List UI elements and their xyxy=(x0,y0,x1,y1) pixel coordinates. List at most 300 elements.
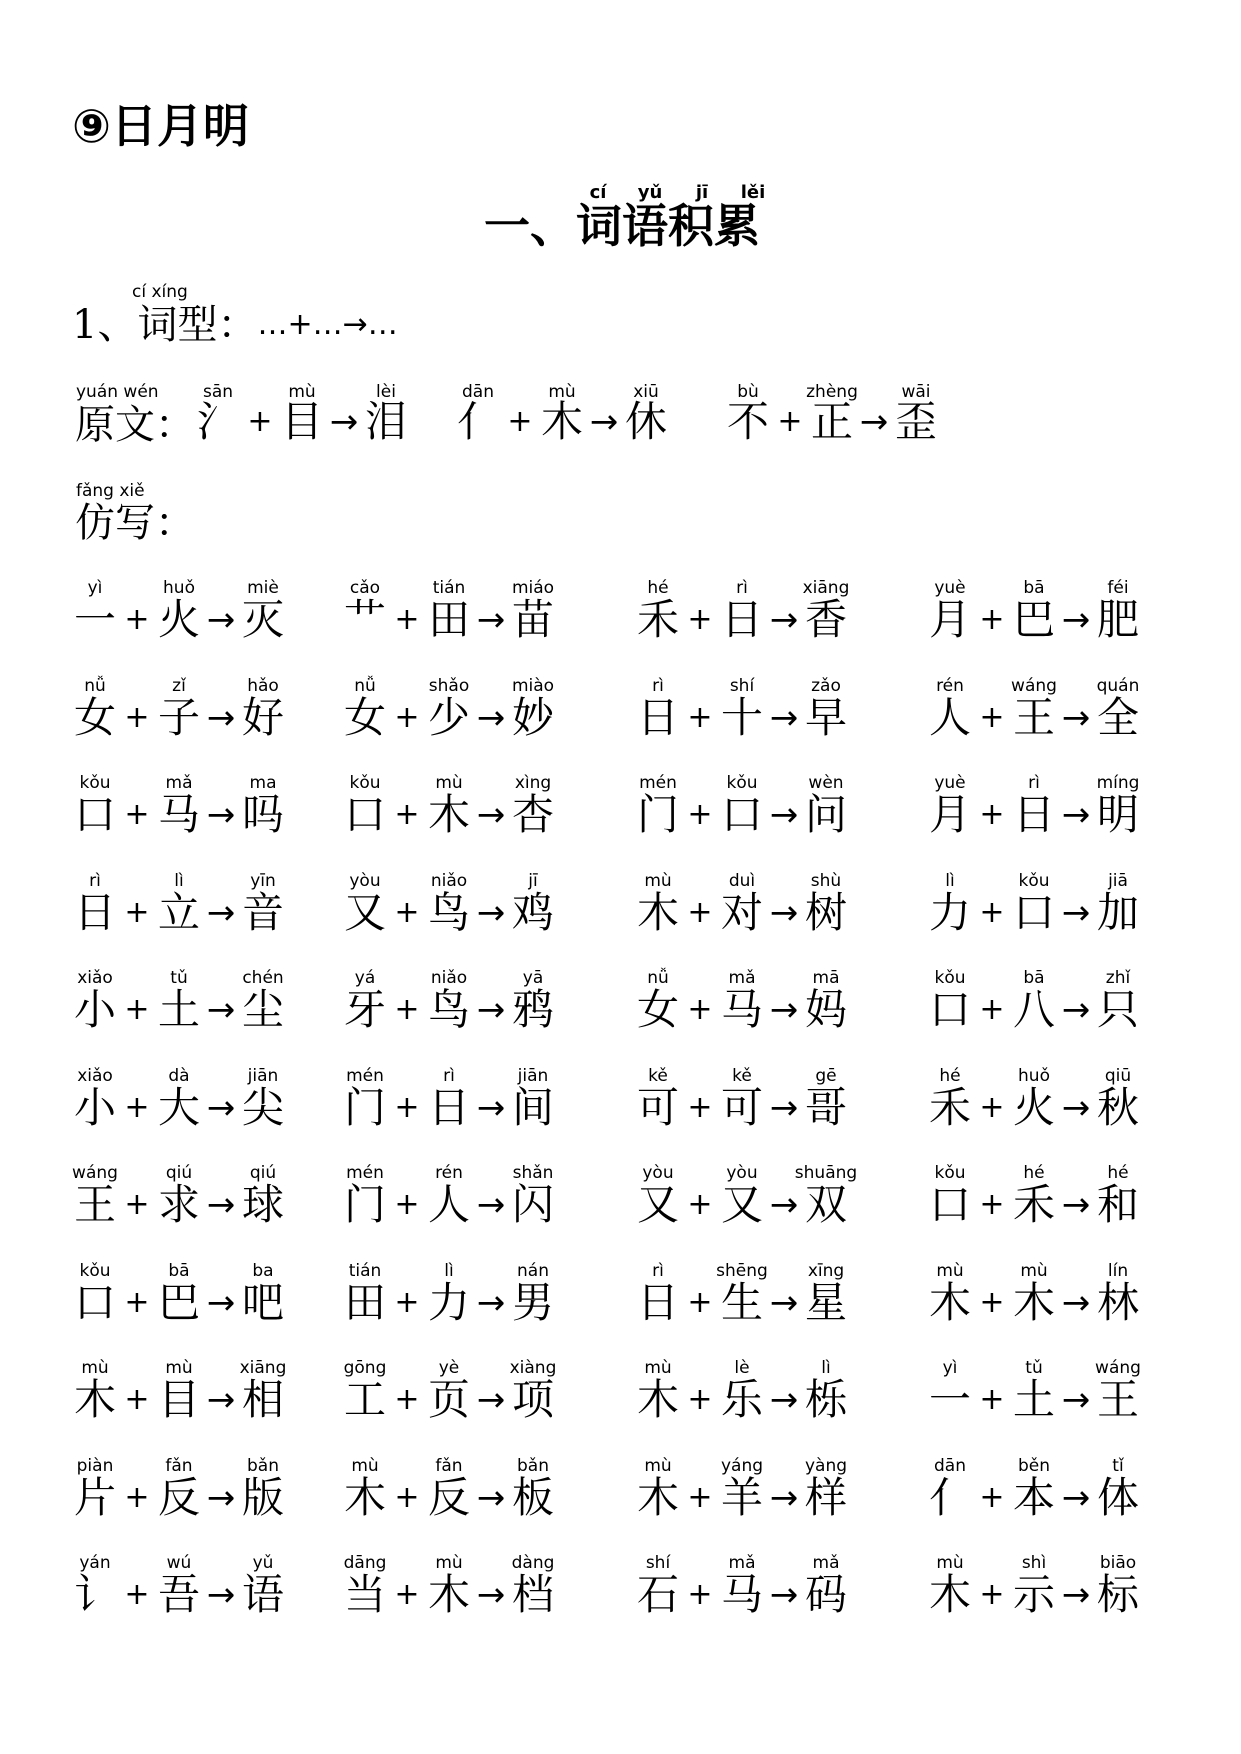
imitate-r11-c1-pinyin-2: wú xyxy=(166,1553,192,1573)
imitate-r8-c1-char-1: 口 xyxy=(73,1278,117,1327)
imitate-r3-c3-char-3: 问 xyxy=(804,790,848,839)
imitate-r6-c2-pinyin-3: jiān xyxy=(517,1066,549,1086)
imitate-r7-c3-pinyin-3: shuāng xyxy=(794,1163,858,1183)
imitate-r7-c3-pinyin-2: yòu xyxy=(726,1163,758,1183)
imitate-r9-c2-char-2: 页 xyxy=(427,1375,471,1424)
imitate-r9-c4-arrow: → xyxy=(1061,1380,1091,1420)
imitate-r9-c1-pinyin-2: mù xyxy=(165,1358,193,1378)
original-example-2-char-2: 木 xyxy=(540,397,584,446)
imitate-r1-c2-pinyin-3: miáo xyxy=(511,578,555,598)
imitate-r11-c1-char-1: 讠 xyxy=(73,1570,117,1619)
imitate-r8-c1-char-3: 吧 xyxy=(241,1278,285,1327)
imitate-r6-c4-char-3: 秋 xyxy=(1096,1083,1140,1132)
imitate-r11-c2-pinyin-3: dàng xyxy=(511,1553,555,1573)
imitate-r4-c3-char-1: 木 xyxy=(636,888,680,937)
original-example-3-pinyin-3: wāi xyxy=(901,382,931,402)
imitate-r5-c1-pinyin-3: chén xyxy=(242,968,284,988)
imitate-r9-c3-plus: + xyxy=(687,1382,713,1417)
imitate-r3-c3-pinyin-2: kǒu xyxy=(726,773,758,793)
imitate-r5-c2-char-2: 鸟 xyxy=(427,985,471,1034)
imitate-r10-c4-char-1: 亻 xyxy=(928,1473,972,1522)
imitate-r1-c4-pinyin-2: bā xyxy=(1023,578,1045,598)
imitate-r2-c2-pinyin-1: nǚ xyxy=(354,676,376,696)
imitate-r3-c1-char-3: 吗 xyxy=(241,790,285,839)
imitate-r1-c3-char-1: 禾 xyxy=(636,595,680,644)
imitate-r8-c4-pinyin-1: mù xyxy=(936,1261,964,1281)
imitate-r5-c3-pinyin-1: nǚ xyxy=(647,968,669,988)
imitate-r2-c3-char-3: 早 xyxy=(804,693,848,742)
imitate-r11-c3-char-1: 石 xyxy=(636,1570,680,1619)
imitate-r8-c3-pinyin-2: shēng xyxy=(716,1261,768,1281)
imitate-r9-c3-pinyin-1: mù xyxy=(644,1358,672,1378)
imitate-r8-c2-pinyin-3: nán xyxy=(517,1261,549,1281)
imitate-r7-c2-char-1: 门 xyxy=(343,1180,387,1229)
imitate-r2-c3-char-2: 十 xyxy=(720,693,764,742)
imitate-r11-c4-arrow: → xyxy=(1061,1575,1091,1615)
imitate-r10-c1-pinyin-3: bǎn xyxy=(247,1456,279,1476)
imitate-r1-c4-arrow: → xyxy=(1061,600,1091,640)
imitate-r1-c2-char-3: 苗 xyxy=(511,595,555,644)
imitate-r11-c2-pinyin-1: dāng xyxy=(343,1553,387,1573)
imitate-r4-c4-plus: + xyxy=(979,895,1005,930)
imitate-r1-c3-arrow: → xyxy=(769,600,799,640)
imitate-r7-c1-char-1: 王 xyxy=(73,1180,117,1229)
imitate-r9-c1-char-2: 目 xyxy=(157,1375,201,1424)
imitate-r10-c4-pinyin-3: tǐ xyxy=(1112,1456,1124,1476)
imitate-r3-c1-arrow: → xyxy=(206,795,236,835)
imitate-r7-c4-arrow: → xyxy=(1061,1185,1091,1225)
imitate-r1-c4-char-2: 巴 xyxy=(1012,595,1056,644)
imitate-r2-c4-arrow: → xyxy=(1061,698,1091,738)
imitate-r2-c1-char-3: 好 xyxy=(241,693,285,742)
imitate-r1-c4-char-1: 月 xyxy=(928,595,972,644)
imitate-r3-c2-char-3: 杏 xyxy=(511,790,555,839)
original-example-1-pinyin-2: mù xyxy=(288,382,316,402)
imitate-r5-c2-pinyin-2: niǎo xyxy=(430,968,468,988)
imitate-r2-c4-char-2: 王 xyxy=(1012,693,1056,742)
imitate-r11-c2-char-1: 当 xyxy=(343,1570,387,1619)
imitate-r9-c4-pinyin-1: yì xyxy=(942,1358,958,1378)
imitate-r3-c4-char-2: 日 xyxy=(1012,790,1056,839)
imitate-r3-c3-plus: + xyxy=(687,797,713,832)
imitate-r2-c4-pinyin-1: rén xyxy=(936,676,964,696)
imitate-r2-c4-char-3: 全 xyxy=(1096,693,1140,742)
imitate-r4-c3-arrow: → xyxy=(769,893,799,933)
imitate-r3-c4-char-1: 月 xyxy=(928,790,972,839)
imitate-r6-c1-plus: + xyxy=(124,1090,150,1125)
original-example-3-pinyin-2: zhèng xyxy=(806,382,858,402)
imitate-r4-c3-pinyin-3: shù xyxy=(810,871,842,891)
imitate-r2-c1-plus: + xyxy=(124,700,150,735)
imitate-r2-c3-pinyin-3: zǎo xyxy=(811,676,841,696)
original-example-1-char-1: 氵 xyxy=(196,397,240,446)
imitate-r10-c3-arrow: → xyxy=(769,1478,799,1518)
imitate-r5-c1-plus: + xyxy=(124,992,150,1027)
imitate-r11-c1-char-3: 语 xyxy=(241,1570,285,1619)
imitate-r1-c4-plus: + xyxy=(979,602,1005,637)
imitate-r11-c3-pinyin-1: shí xyxy=(645,1553,671,1573)
imitate-r11-c1-plus: + xyxy=(124,1577,150,1612)
imitate-r4-c3-plus: + xyxy=(687,895,713,930)
imitate-r1-c1-pinyin-1: yì xyxy=(87,578,103,598)
imitate-r1-c2-char-2: 田 xyxy=(427,595,471,644)
imitate-r8-c4-char-1: 木 xyxy=(928,1278,972,1327)
imitate-r6-c2-char-2: 日 xyxy=(427,1083,471,1132)
imitate-r7-c4-pinyin-2: hé xyxy=(1023,1163,1045,1183)
imitate-r2-c2-arrow: → xyxy=(476,698,506,738)
imitate-r10-c3-pinyin-3: yàng xyxy=(804,1456,848,1476)
imitate-r7-c3-char-3: 双 xyxy=(804,1180,848,1229)
imitate-r4-c1-plus: + xyxy=(124,895,150,930)
imitate-r9-c3-char-3: 栎 xyxy=(804,1375,848,1424)
imitate-r8-c1-plus: + xyxy=(124,1285,150,1320)
imitate-r10-c1-char-1: 片 xyxy=(73,1473,117,1522)
imitate-r6-c3-pinyin-2: kě xyxy=(732,1066,752,1086)
imitate-r2-c2-plus: + xyxy=(394,700,420,735)
imitate-r7-c2-pinyin-2: rén xyxy=(435,1163,463,1183)
imitate-r10-c2-pinyin-1: mù xyxy=(351,1456,379,1476)
imitate-r4-c2-char-3: 鸡 xyxy=(511,888,555,937)
imitate-r10-c2-plus: + xyxy=(394,1480,420,1515)
imitate-r1-c2-char-1: 艹 xyxy=(343,595,387,644)
original-example-1-char-2: 目 xyxy=(280,397,324,446)
imitate-r6-c4-pinyin-1: hé xyxy=(939,1066,961,1086)
imitate-r11-c3-char-2: 马 xyxy=(720,1570,764,1619)
imitate-r6-c3-pinyin-1: kě xyxy=(648,1066,668,1086)
imitate-r11-c1-char-2: 吾 xyxy=(157,1570,201,1619)
imitate-r6-c2-plus: + xyxy=(394,1090,420,1125)
imitate-r10-c4-pinyin-2: běn xyxy=(1017,1456,1051,1476)
imitate-r4-c3-char-2: 对 xyxy=(720,888,764,937)
imitate-r5-c4-arrow: → xyxy=(1061,990,1091,1030)
imitate-r7-c2-arrow: → xyxy=(476,1185,506,1225)
imitate-r6-c3-pinyin-3: gē xyxy=(815,1066,837,1086)
imitate-r1-c1-pinyin-3: miè xyxy=(247,578,279,598)
original-label-pinyin: yuán wén xyxy=(76,382,159,402)
imitate-r4-c2-char-1: 又 xyxy=(343,888,387,937)
imitate-r9-c1-arrow: → xyxy=(206,1380,236,1420)
imitate-r9-c4-pinyin-3: wáng xyxy=(1095,1358,1141,1378)
imitate-r7-c1-pinyin-3: qiú xyxy=(249,1163,277,1183)
imitate-r3-c4-pinyin-1: yuè xyxy=(934,773,966,793)
imitate-r7-c3-arrow: → xyxy=(769,1185,799,1225)
imitate-r11-c4-pinyin-1: mù xyxy=(936,1553,964,1573)
imitate-r8-c4-char-2: 木 xyxy=(1012,1278,1056,1327)
imitate-r2-c3-char-1: 日 xyxy=(636,693,680,742)
imitate-r9-c2-arrow: → xyxy=(476,1380,506,1420)
imitate-r4-c2-pinyin-3: jī xyxy=(528,871,538,891)
imitate-r3-c2-pinyin-2: mù xyxy=(435,773,463,793)
imitate-r9-c3-char-1: 木 xyxy=(636,1375,680,1424)
imitate-r3-c1-char-1: 口 xyxy=(73,790,117,839)
imitate-r5-c4-plus: + xyxy=(979,992,1005,1027)
imitate-r2-c4-pinyin-2: wáng xyxy=(1011,676,1057,696)
imitate-r10-c2-arrow: → xyxy=(476,1478,506,1518)
imitate-r1-c3-char-3: 香 xyxy=(804,595,848,644)
imitate-r4-c1-pinyin-3: yīn xyxy=(250,871,276,891)
imitate-r5-c1-char-2: 土 xyxy=(157,985,201,1034)
imitate-r10-c2-pinyin-3: bǎn xyxy=(517,1456,549,1476)
imitate-r3-c3-pinyin-3: wèn xyxy=(808,773,844,793)
imitate-r5-c4-pinyin-1: kǒu xyxy=(934,968,966,988)
imitate-r7-c4-pinyin-1: kǒu xyxy=(934,1163,966,1183)
imitate-r6-c1-char-2: 大 xyxy=(157,1083,201,1132)
imitate-r8-c4-arrow: → xyxy=(1061,1283,1091,1323)
imitate-r11-c2-arrow: → xyxy=(476,1575,506,1615)
imitate-r5-c3-plus: + xyxy=(687,992,713,1027)
imitate-r2-c3-pinyin-2: shí xyxy=(729,676,755,696)
imitate-r2-c1-pinyin-1: nǚ xyxy=(84,676,106,696)
imitate-r6-c4-pinyin-2: huǒ xyxy=(1018,1066,1050,1086)
imitate-r6-c4-plus: + xyxy=(979,1090,1005,1125)
imitate-r8-c1-arrow: → xyxy=(206,1283,236,1323)
imitate-r3-c3-char-1: 门 xyxy=(636,790,680,839)
imitate-r4-c4-pinyin-1: lì xyxy=(945,871,955,891)
original-example-3-char-1: 不 xyxy=(726,397,770,446)
imitate-r4-c2-pinyin-2: niǎo xyxy=(430,871,468,891)
imitate-r5-c2-plus: + xyxy=(394,992,420,1027)
imitate-r4-c1-char-3: 音 xyxy=(241,888,285,937)
imitate-r5-c4-pinyin-3: zhǐ xyxy=(1105,968,1131,988)
imitate-r1-c2-pinyin-1: cǎo xyxy=(349,578,381,598)
imitate-r7-c4-char-3: 和 xyxy=(1096,1180,1140,1229)
imitate-r7-c4-char-1: 口 xyxy=(928,1180,972,1229)
imitate-r10-c1-arrow: → xyxy=(206,1478,236,1518)
imitate-r1-c3-plus: + xyxy=(687,602,713,637)
imitate-r9-c4-char-3: 王 xyxy=(1096,1375,1140,1424)
imitate-r11-c2-char-2: 木 xyxy=(427,1570,471,1619)
imitate-r11-c4-pinyin-2: shì xyxy=(1021,1553,1047,1573)
imitate-r4-c4-pinyin-2: kǒu xyxy=(1018,871,1050,891)
imitate-r11-c4-char-2: 示 xyxy=(1012,1570,1056,1619)
imitate-r8-c4-plus: + xyxy=(979,1285,1005,1320)
imitate-r11-c1-pinyin-3: yǔ xyxy=(252,1553,274,1573)
imitate-r2-c2-char-2: 少 xyxy=(427,693,471,742)
imitate-r2-c1-char-1: 女 xyxy=(73,693,117,742)
imitate-r5-c2-pinyin-3: yā xyxy=(522,968,544,988)
imitate-r3-c2-char-1: 口 xyxy=(343,790,387,839)
imitate-r6-c4-char-2: 火 xyxy=(1012,1083,1056,1132)
imitate-r6-c3-char-3: 哥 xyxy=(804,1083,848,1132)
imitate-r7-c4-pinyin-3: hé xyxy=(1107,1163,1129,1183)
imitate-r4-c1-char-2: 立 xyxy=(157,888,201,937)
imitate-r5-c2-char-1: 牙 xyxy=(343,985,387,1034)
imitate-r8-c3-char-3: 星 xyxy=(804,1278,848,1327)
imitate-r7-c2-char-2: 人 xyxy=(427,1180,471,1229)
imitate-r3-c2-char-2: 木 xyxy=(427,790,471,839)
imitate-r10-c2-pinyin-2: fǎn xyxy=(435,1456,463,1476)
imitate-r11-c4-char-3: 标 xyxy=(1096,1570,1140,1619)
imitate-r5-c4-char-2: 八 xyxy=(1012,985,1056,1034)
imitate-r11-c3-pinyin-2: mǎ xyxy=(728,1553,756,1573)
imitate-r3-c4-pinyin-2: rì xyxy=(1028,773,1040,793)
imitate-r2-c2-char-3: 妙 xyxy=(511,693,555,742)
imitate-r7-c2-char-3: 闪 xyxy=(511,1180,555,1229)
original-example-1-char-3: 泪 xyxy=(364,397,408,446)
imitate-r1-c1-char-3: 灭 xyxy=(241,595,285,644)
imitate-r7-c1-pinyin-1: wáng xyxy=(72,1163,118,1183)
imitate-r7-c1-pinyin-2: qiú xyxy=(165,1163,193,1183)
imitate-r7-c2-plus: + xyxy=(394,1187,420,1222)
imitate-r2-c3-arrow: → xyxy=(769,698,799,738)
section-title: 一、词语积累 xyxy=(484,199,760,253)
imitate-r9-c1-pinyin-3: xiāng xyxy=(239,1358,287,1378)
imitate-r7-c4-char-2: 禾 xyxy=(1012,1180,1056,1229)
imitate-r5-c3-char-1: 女 xyxy=(636,985,680,1034)
imitate-r10-c4-char-2: 本 xyxy=(1012,1473,1056,1522)
imitate-r8-c2-char-3: 男 xyxy=(511,1278,555,1327)
section-title-pinyin-syllable: lěi xyxy=(740,182,766,203)
imitate-r9-c4-char-1: 一 xyxy=(928,1375,972,1424)
imitate-r9-c3-arrow: → xyxy=(769,1380,799,1420)
imitate-r3-c4-char-3: 明 xyxy=(1096,790,1140,839)
imitate-r1-c1-char-1: 一 xyxy=(73,595,117,644)
imitate-r10-c1-char-2: 反 xyxy=(157,1473,201,1522)
imitate-r11-c3-plus: + xyxy=(687,1577,713,1612)
imitate-r7-c3-char-2: 又 xyxy=(720,1180,764,1229)
imitate-r11-c3-char-3: 码 xyxy=(804,1570,848,1619)
imitate-r5-c3-pinyin-3: mā xyxy=(812,968,840,988)
imitate-r2-c1-char-2: 子 xyxy=(157,693,201,742)
imitate-r3-c3-arrow: → xyxy=(769,795,799,835)
original-example-3-arrow: → xyxy=(859,402,889,442)
imitate-r1-c1-arrow: → xyxy=(206,600,236,640)
imitate-r10-c1-pinyin-2: fǎn xyxy=(165,1456,193,1476)
imitate-r5-c2-arrow: → xyxy=(476,990,506,1030)
imitate-r2-c1-pinyin-3: hǎo xyxy=(247,676,279,696)
imitate-r11-c4-pinyin-3: biāo xyxy=(1099,1553,1137,1573)
imitate-r9-c2-char-3: 项 xyxy=(511,1375,555,1424)
imitate-r6-c3-arrow: → xyxy=(769,1088,799,1128)
imitate-r6-c2-pinyin-2: rì xyxy=(443,1066,455,1086)
imitate-r8-c2-pinyin-2: lì xyxy=(444,1261,454,1281)
imitate-r1-c4-char-3: 肥 xyxy=(1096,595,1140,644)
imitate-r9-c3-char-2: 乐 xyxy=(720,1375,764,1424)
imitate-r7-c2-pinyin-3: shǎn xyxy=(512,1163,554,1183)
imitate-r10-c4-pinyin-1: dān xyxy=(934,1456,966,1476)
imitate-r4-c3-char-3: 树 xyxy=(804,888,848,937)
imitate-r3-c1-pinyin-1: kǒu xyxy=(79,773,111,793)
imitate-r7-c4-plus: + xyxy=(979,1187,1005,1222)
imitate-r1-c1-char-2: 火 xyxy=(157,595,201,644)
original-example-2-pinyin-2: mù xyxy=(548,382,576,402)
imitate-r8-c3-pinyin-1: rì xyxy=(652,1261,664,1281)
imitate-r10-c3-char-1: 木 xyxy=(636,1473,680,1522)
imitate-r9-c2-pinyin-2: yè xyxy=(438,1358,460,1378)
imitate-r7-c2-pinyin-1: mén xyxy=(346,1163,384,1183)
imitate-r2-c1-arrow: → xyxy=(206,698,236,738)
imitate-r8-c4-pinyin-2: mù xyxy=(1020,1261,1048,1281)
imitate-r9-c4-pinyin-2: tǔ xyxy=(1025,1358,1043,1378)
imitate-r10-c3-plus: + xyxy=(687,1480,713,1515)
imitate-r4-c1-char-1: 日 xyxy=(73,888,117,937)
imitate-r5-c1-arrow: → xyxy=(206,990,236,1030)
original-example-1-pinyin-3: lèi xyxy=(376,382,396,402)
imitate-r7-c3-plus: + xyxy=(687,1187,713,1222)
imitate-r5-c4-pinyin-2: bā xyxy=(1023,968,1045,988)
imitate-r4-c3-pinyin-1: mù xyxy=(644,871,672,891)
imitate-r5-c4-char-3: 只 xyxy=(1096,985,1140,1034)
imitate-r9-c2-plus: + xyxy=(394,1382,420,1417)
original-example-2-pinyin-1: dān xyxy=(462,382,494,402)
imitate-r7-c1-arrow: → xyxy=(206,1185,236,1225)
imitate-r4-c2-pinyin-1: yòu xyxy=(349,871,381,891)
imitate-r5-c4-char-1: 口 xyxy=(928,985,972,1034)
imitate-r11-c1-arrow: → xyxy=(206,1575,236,1615)
imitate-r2-c2-pinyin-2: shǎo xyxy=(428,676,470,696)
imitate-r8-c1-pinyin-2: bā xyxy=(168,1261,190,1281)
original-example-3-char-2: 正 xyxy=(810,397,854,446)
imitate-r6-c3-char-2: 可 xyxy=(720,1083,764,1132)
imitate-r5-c3-char-3: 妈 xyxy=(804,985,848,1034)
imitate-r1-c2-arrow: → xyxy=(476,600,506,640)
imitate-r8-c4-pinyin-3: lín xyxy=(1107,1261,1129,1281)
original-example-3-char-3: 歪 xyxy=(894,397,938,446)
imitate-r11-c1-pinyin-1: yán xyxy=(79,1553,111,1573)
imitate-r2-c4-pinyin-3: quán xyxy=(1096,676,1140,696)
imitate-r4-c1-pinyin-1: rì xyxy=(89,871,101,891)
imitate-r8-c2-arrow: → xyxy=(476,1283,506,1323)
imitate-r5-c1-pinyin-1: xiǎo xyxy=(77,968,113,988)
imitate-r7-c3-char-1: 又 xyxy=(636,1180,680,1229)
imitate-r8-c4-char-3: 林 xyxy=(1096,1278,1140,1327)
original-example-2-pinyin-3: xiū xyxy=(633,382,659,402)
imitate-r4-c4-char-1: 力 xyxy=(928,888,972,937)
imitate-label-pinyin: fǎng xiě xyxy=(76,481,145,501)
imitate-r11-c2-plus: + xyxy=(394,1577,420,1612)
imitate-r8-c1-pinyin-1: kǒu xyxy=(79,1261,111,1281)
imitate-r6-c2-char-1: 门 xyxy=(343,1083,387,1132)
imitate-r10-c2-char-1: 木 xyxy=(343,1473,387,1522)
imitate-r11-c2-char-3: 档 xyxy=(511,1570,555,1619)
imitate-r4-c3-pinyin-2: duì xyxy=(728,871,756,891)
imitate-r1-c3-char-2: 日 xyxy=(720,595,764,644)
imitate-r4-c4-pinyin-3: jiā xyxy=(1108,871,1128,891)
imitate-r1-c2-plus: + xyxy=(394,602,420,637)
imitate-r9-c4-plus: + xyxy=(979,1382,1005,1417)
imitate-r6-c1-pinyin-3: jiān xyxy=(247,1066,279,1086)
original-example-3-pinyin-1: bù xyxy=(737,382,759,402)
original-example-2-char-3: 休 xyxy=(624,397,668,446)
imitate-r6-c1-pinyin-2: dà xyxy=(168,1066,190,1086)
imitate-r4-c1-arrow: → xyxy=(206,893,236,933)
imitate-r6-c2-pinyin-1: mén xyxy=(346,1066,384,1086)
imitate-r3-c4-plus: + xyxy=(979,797,1005,832)
imitate-r7-c1-char-2: 求 xyxy=(157,1180,201,1229)
original-example-2-plus: + xyxy=(507,404,533,439)
imitate-r10-c1-char-3: 版 xyxy=(241,1473,285,1522)
imitate-r1-c3-pinyin-3: xiāng xyxy=(802,578,850,598)
imitate-r6-c2-char-3: 间 xyxy=(511,1083,555,1132)
original-example-2-char-1: 亻 xyxy=(456,397,500,446)
imitate-r11-c3-arrow: → xyxy=(769,1575,799,1615)
imitate-r4-c4-char-2: 口 xyxy=(1012,888,1056,937)
imitate-r3-c1-pinyin-3: ma xyxy=(249,773,277,793)
imitate-r6-c4-char-1: 禾 xyxy=(928,1083,972,1132)
imitate-r10-c4-arrow: → xyxy=(1061,1478,1091,1518)
imitate-r1-c1-plus: + xyxy=(124,602,150,637)
imitate-r5-c1-char-3: 尘 xyxy=(241,985,285,1034)
imitate-r10-c2-char-3: 板 xyxy=(511,1473,555,1522)
imitate-r1-c4-pinyin-3: féi xyxy=(1107,578,1129,598)
imitate-r6-c4-pinyin-3: qiū xyxy=(1104,1066,1132,1086)
imitate-r5-c3-pinyin-2: mǎ xyxy=(728,968,756,988)
imitate-r10-c3-char-3: 样 xyxy=(804,1473,848,1522)
imitate-r3-c1-char-2: 马 xyxy=(157,790,201,839)
imitate-r2-c4-plus: + xyxy=(979,700,1005,735)
imitate-r3-c2-plus: + xyxy=(394,797,420,832)
imitate-r3-c3-char-2: 口 xyxy=(720,790,764,839)
